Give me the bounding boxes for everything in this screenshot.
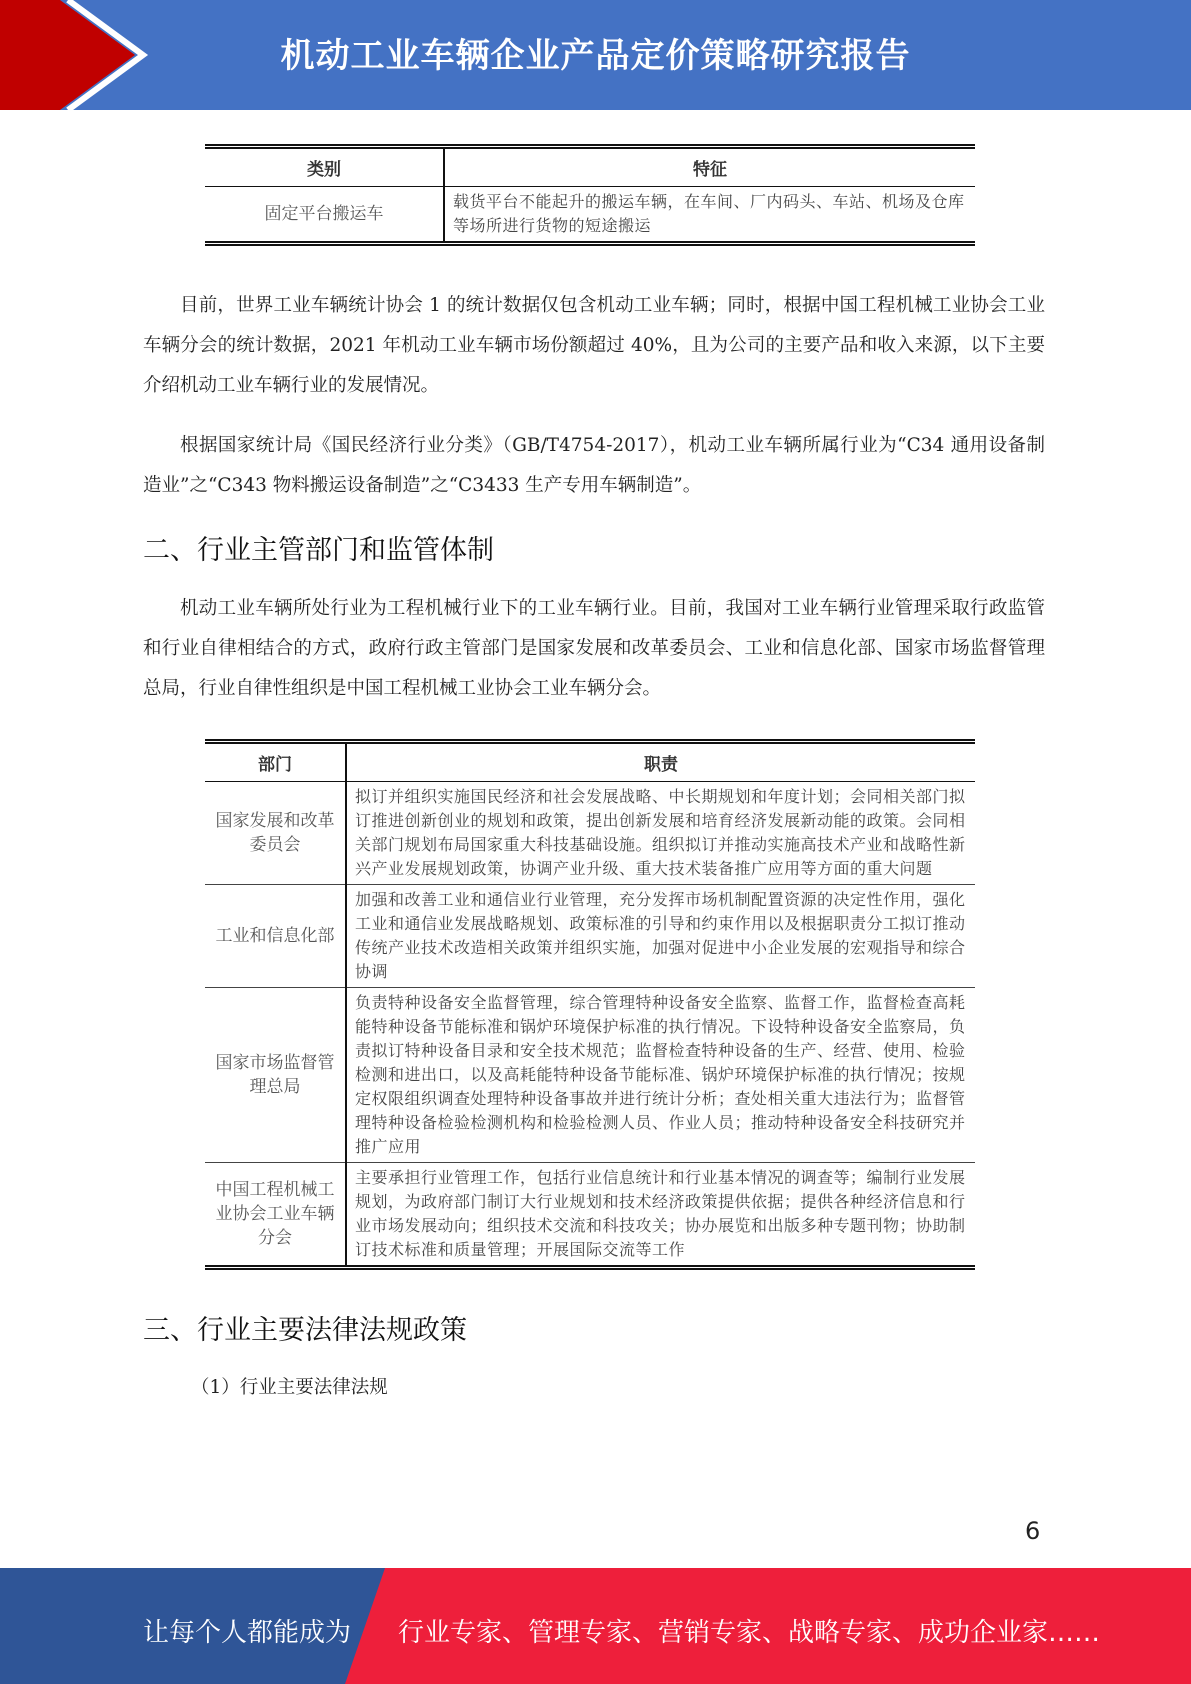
table-row [205, 187, 975, 244]
subsection-laws: （1）行业主要法律法规 [191, 1377, 388, 1398]
paragraph-market-share: 目前，世界工业车辆统计协会 1 的统计数据仅包含机动工业车辆；同时，根据中国工程机械工业协会工业车辆分会的统计数据，2021 年机动工业车辆市场份额超过 40%，且为公司的主要产品和收入来源，以下主要介绍机动工业车辆行业的发展情况。 [143, 295, 1045, 396]
report-title: 机动工业车辆企业产品定价策略研究报告 [280, 36, 911, 76]
dept-cell: 国家市场监督管理总局 [205, 988, 346, 1163]
table-row [205, 988, 975, 1163]
section-heading-laws: 三、行业主要法律法规政策 [143, 1315, 467, 1346]
page-number: 6 [1025, 1517, 1041, 1545]
table-row [205, 1163, 975, 1268]
dept-cell: 工业和信息化部 [205, 885, 346, 988]
duty-cell: 加强和改善工业和通信业行业管理，充分发挥市场机制配置资源的决定性作用，强化工业和通信业发展战略规划、政策标准的引导和约束作用以及根据职责分工拟订推动传统产业技术改造相关政策并组织实施，加强对促进中小企业发展的宏观指导和综合协调 [346, 885, 975, 988]
feature-cell: 载货平台不能起升的搬运车辆，在车间、厂内码头、车站、机场及仓库等场所进行货物的短途搬运 [444, 187, 975, 244]
dept-cell: 国家发展和改革委员会 [205, 782, 346, 885]
dept-cell: 中国工程机械工业协会工业车辆分会 [205, 1163, 346, 1268]
department-table [205, 739, 975, 1270]
duty-cell: 负责特种设备安全监督管理，综合管理特种设备安全监察、监督工作，监督检查高耗能特种设备节能标准和锅炉环境保护标准的执行情况。下设特种设备安全监察局，负责拟订特种设备目录和安全技术规范；监督检查特种设备的生产、经营、使用、检验检测和进出口，以及高耗能特种设备节能标准、锅炉环境保护标准的执行情况；按规定权限组织调查处理特种设备事故并进行统计分析；查处相关重大违法行为；监督管理特种设备检验检测机构和检验检测人员、作业人员；推动特种设备安全科技研究并推广应用 [346, 988, 975, 1163]
category-table [205, 144, 975, 246]
table-header-category: 类别 [205, 147, 444, 187]
paragraph-regulatory-system: 机动工业车辆所处行业为工程机械行业下的工业车辆行业。目前，我国对工业车辆行业管理采取行政监管和行业自律相结合的方式，政府行政主管部门是国家发展和改革委员会、工业和信息化部、国家市场监督管理总局，行业自律性组织是中国工程机械工业协会工业车辆分会。 [143, 598, 1045, 699]
page-footer [0, 1568, 1191, 1684]
table-row [205, 782, 975, 885]
duty-cell: 主要承担行业管理工作，包括行业信息统计和行业基本情况的调查等；编制行业发展规划，为政府部门制订大行业规划和技术经济政策提供依据；提供各种经济信息和行业市场发展动向；组织技术交流和科技攻关；协办展览和出版多种专题刊物；协助制订技术标准和质量管理；开展国际交流等工作 [346, 1163, 975, 1268]
footer-slogan-right: 行业专家、管理专家、营销专家、战略专家、成功企业家…… [398, 1618, 1101, 1648]
table-header-dept: 部门 [205, 742, 346, 782]
table-header-duty: 职责 [346, 742, 975, 782]
page-header [0, 0, 1191, 110]
paragraph-industry-classification: 根据国家统计局《国民经济行业分类》（GB/T4754-2017），机动工业车辆所属行业为“C34 通用设备制造业”之“C343 物料搬运设备制造”之“C3433 生产专用车辆制造”。 [143, 435, 1045, 496]
category-cell: 固定平台搬运车 [205, 187, 444, 244]
footer-slogan-left: 让每个人都能成为 [143, 1618, 352, 1648]
section-heading-regulation: 二、行业主管部门和监管体制 [143, 535, 494, 566]
table-row [205, 885, 975, 988]
table-header-feature: 特征 [444, 147, 975, 187]
duty-cell: 拟订并组织实施国民经济和社会发展战略、中长期规划和年度计划；会同相关部门拟订推进创新创业的规划和政策，提出创新发展和培育经济发展新动能的政策。会同相关部门规划布局国家重大科技基础设施。组织拟订并推动实施高技术产业和战略性新兴产业发展规划政策，协调产业升级、重大技术装备推广应用等方面的重大问题 [346, 782, 975, 885]
main-content [143, 140, 1045, 1399]
